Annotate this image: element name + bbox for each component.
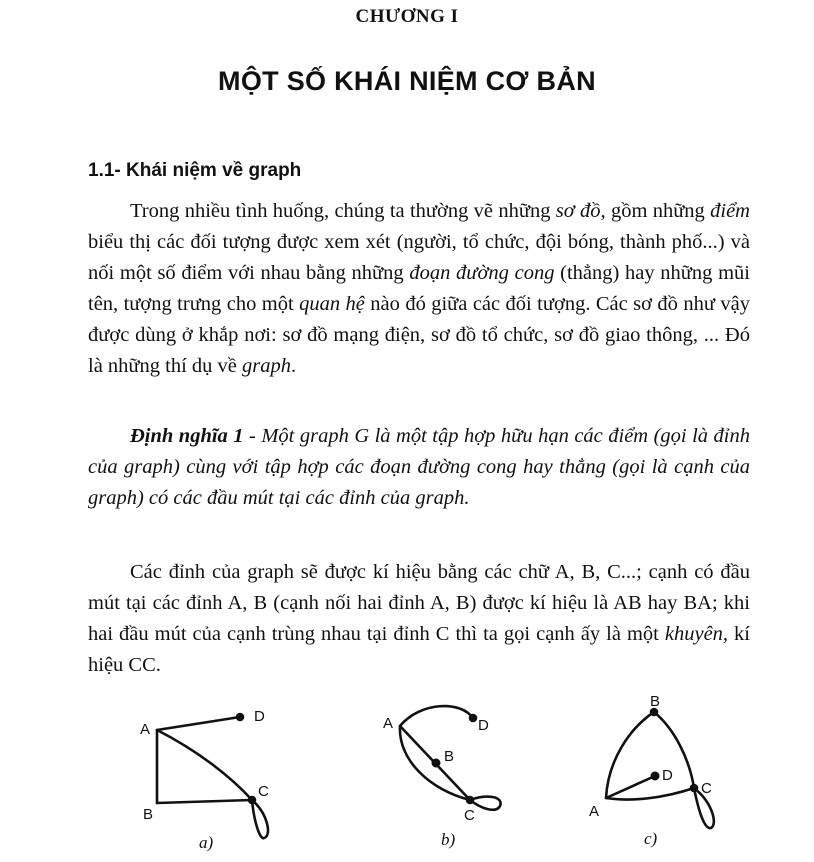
vertex-label-a: A	[589, 803, 600, 820]
text-run: Trong nhiều tình huống, chúng ta thường vẽ những	[130, 200, 556, 222]
text-run: , kí hiệu CC.	[88, 623, 750, 676]
vertex-label-c: C	[464, 807, 475, 824]
edge-bc	[654, 712, 694, 788]
vertex-label-b: B	[650, 693, 661, 710]
figure-c	[589, 693, 714, 848]
vertex-label-d: D	[662, 767, 673, 784]
emphasis-text: điểm	[710, 200, 750, 222]
definition-text: - Một graph G là một tập hợp hữu hạn các điểm (gọi là đỉnh của graph) cùng với tập hợp các đoạn đường cong hay thẳng (gọi là cạnh của graph) có các đầu mút tại các đỉnh của graph.	[88, 425, 750, 509]
emphasis-text: khuyên	[664, 623, 723, 645]
text-run: biểu thị các đối tượng được xem xét (người, tổ chức, đội bóng, thành phố...) và nối một số điểm với nhau bằng những	[88, 231, 750, 284]
text-run: nào đó giữa các đối tượng. Các sơ đồ như vậy được dùng ở khắp nơi: sơ đồ mạng điện, sơ đồ tổ chức, sơ đồ giao thông, ... Đó là những thí dụ về	[88, 293, 750, 377]
edge-ad	[400, 706, 473, 726]
edge-ac	[157, 730, 252, 800]
definition-paragraph	[88, 421, 750, 514]
vertex-d	[237, 714, 243, 720]
emphasis-text: quan hệ	[299, 293, 365, 315]
figure-caption-c: c)	[644, 829, 658, 848]
text-run: Các đỉnh của graph sẽ được kí hiệu bằng các chữ A, B, C...; cạnh có đầu mút tại các đỉnh A, B (cạnh nối hai đỉnh A, B) được kí hiệu là AB hay BA; khi hai đầu mút của cạnh trùng nhau tại đỉnh C thì ta gọi cạnh ấy là một	[88, 561, 750, 645]
paragraph-intro	[88, 196, 750, 382]
vertex-label-b: B	[444, 748, 455, 765]
figure-a	[140, 708, 269, 852]
vertex-d	[470, 715, 476, 721]
text-run: .	[291, 355, 297, 377]
vertex-label-b: B	[143, 806, 154, 823]
loop-cc	[252, 800, 268, 838]
paragraph-notation	[88, 557, 750, 681]
vertex-d	[652, 773, 658, 779]
text-run: , gồm những	[600, 200, 711, 222]
chapter-heading: CHƯƠNG I	[355, 6, 459, 27]
emphasis-text: sơ đồ	[555, 200, 601, 222]
definition-label: Định nghĩa 1	[130, 425, 244, 447]
vertex-label-d: D	[254, 708, 265, 725]
edge-ad	[157, 717, 240, 730]
vertex-c	[249, 797, 255, 803]
figure-b	[383, 706, 501, 849]
vertex-b	[433, 760, 439, 766]
page-title: MỘT SỐ KHÁI NIỆM CƠ BẢN	[218, 66, 596, 96]
vertex-label-c: C	[258, 783, 269, 800]
emphasis-text: graph	[242, 355, 292, 377]
vertex-c	[467, 797, 473, 803]
emphasis-text: đoạn đường cong	[409, 262, 555, 284]
vertex-label-a: A	[140, 721, 151, 738]
vertex-label-c: C	[701, 780, 712, 797]
edge-ab	[606, 712, 654, 798]
edge-bc	[157, 800, 252, 803]
figure-caption-a: a)	[199, 833, 214, 852]
vertex-label-d: D	[478, 717, 489, 734]
vertex-c	[691, 785, 697, 791]
figure-caption-b: b)	[441, 830, 456, 849]
edge-ad	[606, 776, 655, 798]
figures-svg	[0, 690, 814, 862]
edge-ac	[606, 788, 694, 800]
graph-figures	[0, 690, 814, 862]
vertex-label-a: A	[383, 715, 394, 732]
text-run: (thẳng) hay những mũi tên, tượng trưng cho một	[88, 262, 750, 315]
section-heading: 1.1- Khái niệm về graph	[88, 160, 302, 181]
